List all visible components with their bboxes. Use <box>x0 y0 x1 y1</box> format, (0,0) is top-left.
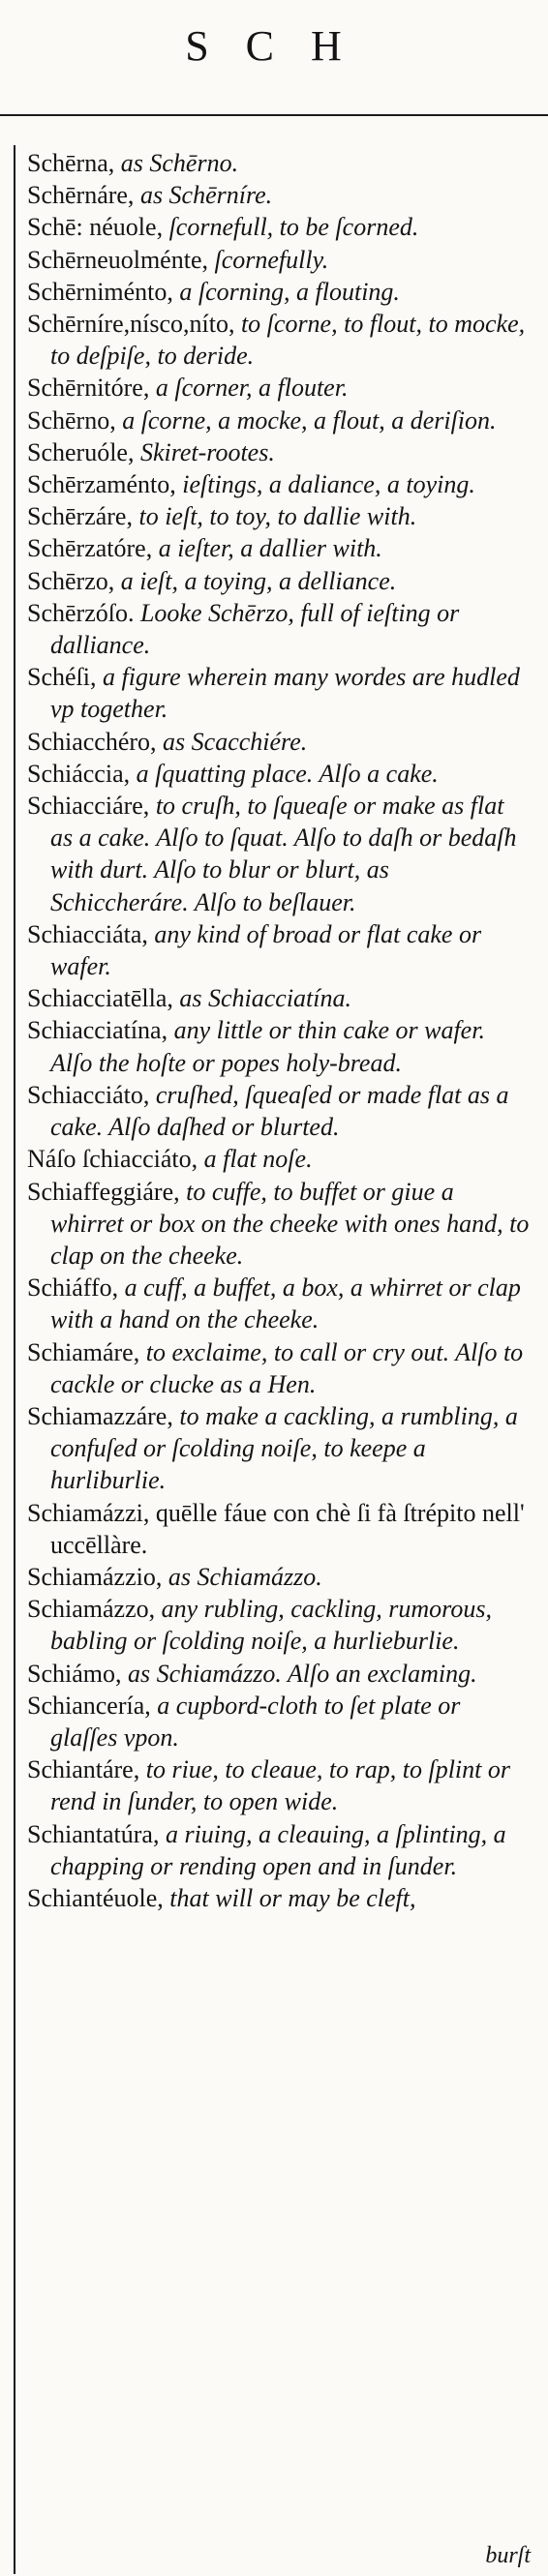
entry-definition: ſcornefull, to be ſcorned. <box>163 213 419 242</box>
dictionary-entry <box>27 918 533 982</box>
entry-definition: a ieſt, a toying, a delliance. <box>114 566 397 595</box>
dictionary-entry <box>27 758 533 790</box>
entry-headword: Schiacciatēlla, <box>27 984 173 1013</box>
dictionary-entry <box>27 308 533 372</box>
entry-list <box>27 147 533 1914</box>
entry-definition: Looke Schērzo, full of ieſting or dalliance. <box>50 598 460 660</box>
entry-headword: Schiacciatína, <box>27 1016 168 1045</box>
entry-definition: to cruſh, to ſqueaſe or make as flat as a cake. Alſo to ſquat. Alſo to daſh or bedaſh with durt. Alſo to blur or blurt, as Schiccheráre. Alſo to beſlauer. <box>50 792 517 916</box>
header-rule <box>0 114 548 116</box>
catchword: burſt <box>485 2543 531 2568</box>
dictionary-entry <box>27 1143 533 1175</box>
dictionary-entry <box>27 276 533 308</box>
entry-definition: a cupbord-cloth to ſet plate or glaſſes vpon. <box>50 1691 461 1752</box>
entry-definition: any kind of broad or flat cake or wafer. <box>50 919 482 981</box>
entry-headword: Schiámo, <box>27 1659 122 1688</box>
entry-headword: Schiacciáre, <box>27 792 150 821</box>
entry-definition: any rubling, cackling, rumorous, babling or ſcolding noiſe, a hurlieburlie. <box>50 1595 492 1656</box>
entry-definition: any little or thin cake or wafer. Alſo the hoſte or popes holy-bread. <box>50 1016 485 1077</box>
dictionary-entry <box>27 1400 533 1497</box>
dictionary-entry <box>27 661 533 725</box>
entry-headword: Schērzáre, <box>27 502 133 531</box>
entry-headword: Schiaffeggiáre, <box>27 1177 180 1206</box>
entry-headword: Schērzatóre, <box>27 534 153 563</box>
entry-definition: a figure wherein many wordes are hudled vp together. <box>50 663 520 724</box>
column-rule <box>14 145 15 2574</box>
entry-headword: Schērníre,nísco,níto, <box>27 310 235 339</box>
entry-definition: as Scacchiére. <box>156 727 308 756</box>
dictionary-entry <box>27 1014 533 1078</box>
dictionary-entry <box>27 1882 533 1914</box>
dictionary-entry <box>27 1176 533 1273</box>
dictionary-entry <box>27 1658 533 1690</box>
entry-definition: a cuff, a buffet, a box, a whirret or clap with a hand on the cheeke. <box>50 1273 521 1334</box>
entry-definition: a ieſter, a dallier with. <box>152 534 382 563</box>
dictionary-entry <box>27 436 533 468</box>
entry-headword: Schiamázzo, <box>27 1595 156 1624</box>
entry-headword: Schiáffo, <box>27 1273 119 1303</box>
dictionary-entry <box>27 726 533 758</box>
entry-definition: as Schērníre. <box>134 181 273 210</box>
entry-headword: Schiamáre, <box>27 1337 140 1366</box>
entry-definition: to riue, to cleaue, to rap, to ſplint or rend in ſunder, to open wide. <box>50 1755 510 1816</box>
entry-definition: a flat noſe. <box>198 1145 313 1174</box>
entry-definition: as Schērno. <box>114 149 239 177</box>
entry-definition: as Schiamázzo. Alſo an exclaming. <box>121 1659 477 1688</box>
entry-definition: to exclaime, to call or cry out. Alſo to cackle or clucke as a Hen. <box>50 1337 524 1398</box>
entry-headword: Schiacchéro, <box>27 727 157 756</box>
dictionary-entry <box>27 179 533 211</box>
entry-definition: a ſcorner, a flouter. <box>149 374 349 403</box>
entry-headword: Schiáccia, <box>27 759 131 788</box>
dictionary-entry <box>27 1593 533 1657</box>
entry-headword: Schērnáre, <box>27 181 135 210</box>
entry-definition: as Schiacciatína. <box>172 984 351 1013</box>
entry-definition: a ſquatting place. Alſo a cake. <box>130 759 439 788</box>
dictionary-entry <box>27 211 533 243</box>
dictionary-entry <box>27 147 533 179</box>
dictionary-entry <box>27 500 533 532</box>
entry-headword: Schiamazzáre, <box>27 1401 173 1430</box>
entry-headword: Schērzaménto, <box>27 470 176 499</box>
entry-headword: Schērneuolménte, <box>27 245 208 274</box>
dictionary-entry <box>27 1753 533 1817</box>
dictionary-entry <box>27 404 533 436</box>
entry-headword: Scheruóle, <box>27 437 135 466</box>
dictionary-entry <box>27 1079 533 1143</box>
entry-headword: Schiancería, <box>27 1691 151 1720</box>
dictionary-entry <box>27 244 533 276</box>
entry-headword: Náſo ſchiacciáto, <box>27 1145 198 1174</box>
dictionary-entry <box>27 372 533 404</box>
page-header: SCH <box>185 22 379 70</box>
entry-definition: a ſcorning, a flouting. <box>172 277 400 306</box>
entry-definition: a ſcorne, a mocke, a flout, a deriſion. <box>115 405 497 434</box>
dictionary-entry <box>27 1818 533 1882</box>
entry-headword: Schē: néuole, <box>27 213 164 242</box>
entry-headword: Schéſi, <box>27 663 97 692</box>
dictionary-entry <box>27 565 533 597</box>
entry-headword: Schiamázzio, <box>27 1562 163 1591</box>
entry-headword: Schiantéuole, <box>27 1883 164 1912</box>
entry-definition: as Schiamázzo. <box>162 1562 322 1591</box>
dictionary-entry <box>27 1336 533 1400</box>
entry-headword: Schērna, <box>27 149 115 177</box>
entry-headword: Schiantatúra, <box>27 1819 160 1848</box>
dictionary-entry <box>27 532 533 564</box>
entry-definition: to cuffe, to buffet or giue a whirret or box on the cheeke with ones hand, to clap on the cheeke. <box>50 1177 530 1270</box>
dictionary-entry <box>27 1497 533 1561</box>
entry-definition: to make a cackling, a rumbling, a confuſed or ſcolding noiſe, to keepe a hurliburlie. <box>50 1401 518 1495</box>
dictionary-entry <box>27 790 533 918</box>
entry-headword: Schiantáre, <box>27 1755 140 1784</box>
entry-definition: to ieſt, to toy, to dallie with. <box>132 502 417 531</box>
entry-headword: Schērnitóre, <box>27 374 150 403</box>
entry-definition: that will or may be cleft, <box>163 1883 416 1912</box>
entry-definition: to ſcorne, to flout, to mocke, to deſpiſe, to deride. <box>50 310 526 371</box>
entry-definition: ieſtings, a daliance, a toying. <box>175 470 475 499</box>
entry-headword: Schiamázzi, quēlle fáue con chè ſi fà ſtrépito nell' uccēllàre. <box>27 1498 525 1559</box>
entry-headword: Schērniménto, <box>27 277 173 306</box>
dictionary-entry <box>27 1561 533 1593</box>
dictionary-entry <box>27 1272 533 1335</box>
entry-headword: Schērno, <box>27 405 116 434</box>
dictionary-entry <box>27 982 533 1014</box>
entry-definition: Skiret-rootes. <box>134 437 275 466</box>
entry-definition: cruſhed, ſqueaſed or made flat as a cake. Alſo daſhed or blurted. <box>50 1080 509 1142</box>
entry-definition: ſcornefully. <box>208 245 329 274</box>
dictionary-entry <box>27 597 533 661</box>
entry-headword: Schērzóſo. <box>27 598 135 627</box>
entry-headword: Schiacciáta, <box>27 919 148 948</box>
dictionary-entry <box>27 468 533 500</box>
entry-headword: Schiacciáto, <box>27 1080 150 1109</box>
entry-headword: Schērzo, <box>27 566 115 595</box>
dictionary-entry <box>27 1690 533 1753</box>
entry-definition: a riuing, a cleauing, a ſplinting, a chapping or rending open and in ſunder. <box>50 1819 506 1880</box>
